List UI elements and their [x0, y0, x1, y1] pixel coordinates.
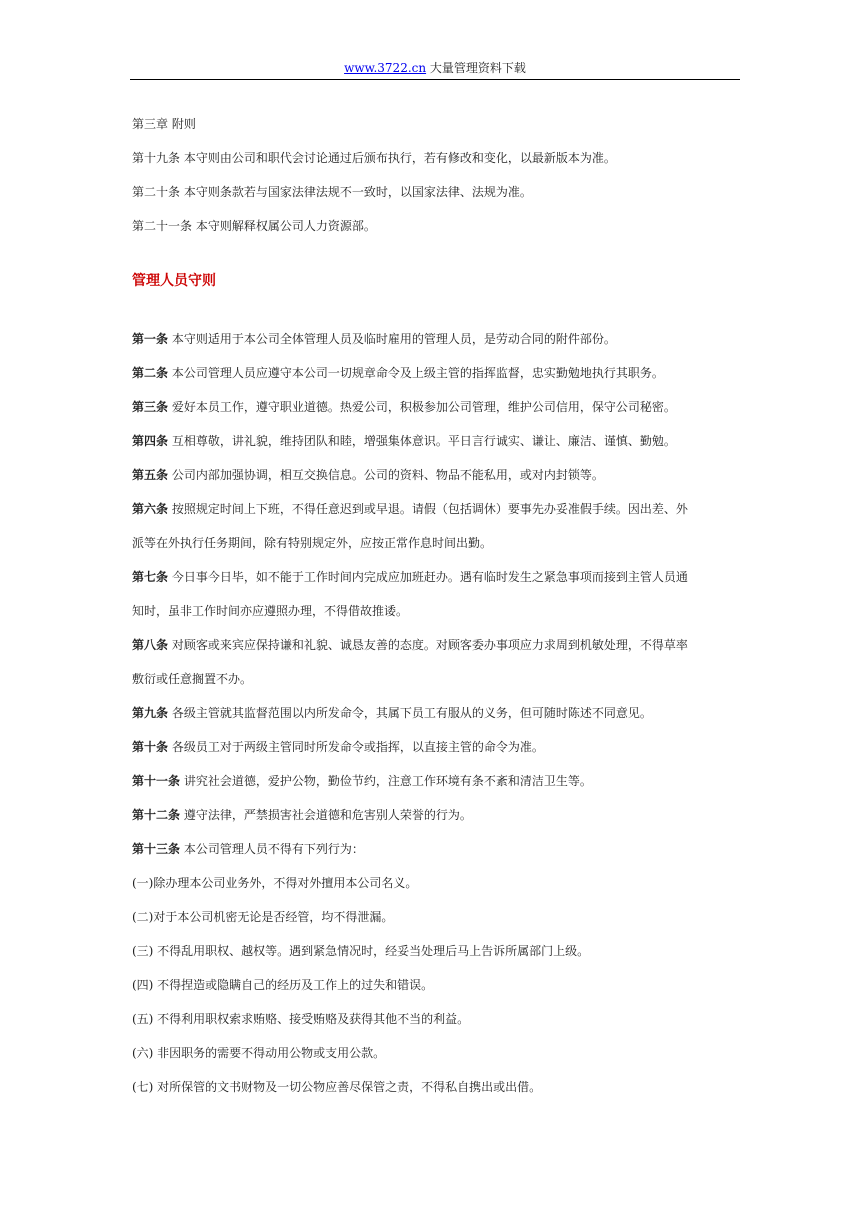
- chapter-line: 第二十条 本守则条款若与国家法律法规不一致时，以国家法律、法规为准。: [132, 185, 532, 199]
- article-number: 第十三条: [132, 842, 181, 856]
- article-line: [132, 637, 744, 653]
- header-divider: [130, 79, 740, 80]
- article-text: 爱好本员工作，遵守职业道德。热爱公司，积极参加公司管理，维护公司信用，保守公司秘密。: [168, 400, 676, 414]
- article-text: 各级员工对于两级主管同时所发命令或指挥，以直接主管的命令为准。: [168, 740, 544, 754]
- article-text: 本守则适用于本公司全体管理人员及临时雇用的管理人员，是劳动合同的附件部份。: [168, 332, 616, 346]
- article-text: 今日事今日毕，如不能于工作时间内完成应加班赶办。遇有临时发生之紧急事项而接到主管人员通: [168, 570, 688, 584]
- page-header: [130, 60, 740, 76]
- article-text: 对顾客或来宾应保持谦和礼貌、诚恳友善的态度。对顾客委办事项应力求周到机敏处理，不得草率: [168, 638, 688, 652]
- article-line: [132, 331, 744, 347]
- article-number: 第十一条: [132, 774, 181, 788]
- chapter-line: 第十九条 本守则由公司和职代会讨论通过后颁布执行，若有修改和变化，以最新版本为准。: [132, 151, 616, 165]
- list-item: (二)对于本公司机密无论是否经管，均不得泄漏。: [132, 910, 394, 924]
- article-text: 公司内部加强协调，相互交换信息。公司的资料、物品不能私用，或对内封锁等。: [168, 468, 604, 482]
- article-number: 第十条: [132, 740, 169, 754]
- article-line: [132, 399, 744, 415]
- article-text: 本公司管理人员应遵守本公司一切规章命令及上级主管的指挥监督，忠实勤勉地执行其职务。: [168, 366, 664, 380]
- article-continuation: 敷衍或任意搁置不办。: [132, 672, 253, 686]
- article-line: [132, 841, 744, 857]
- article-number: 第九条: [132, 706, 169, 720]
- article-number: 第七条: [132, 570, 169, 584]
- article-line: [132, 705, 744, 721]
- list-item: (一)除办理本公司业务外，不得对外擅用本公司名义。: [132, 876, 418, 890]
- article-line: [132, 467, 744, 483]
- article-number: 第三条: [132, 400, 169, 414]
- header-link[interactable]: www.3722.cn: [344, 61, 427, 75]
- article-number: 第四条: [132, 434, 169, 448]
- article-continuation: 派等在外执行任务期间，除有特别规定外，应按正常作息时间出勤。: [132, 536, 493, 550]
- article-line: [132, 433, 744, 449]
- article-line: [132, 569, 744, 585]
- article-line: [132, 773, 744, 789]
- list-item: (四) 不得捏造或隐瞒自己的经历及工作上的过失和错误。: [132, 978, 434, 992]
- list-item: (六) 非因职务的需要不得动用公物或支用公款。: [132, 1046, 386, 1060]
- article-number: 第十二条: [132, 808, 181, 822]
- article-number: 第六条: [132, 502, 169, 516]
- article-text: 按照规定时间上下班，不得任意迟到或早退。请假（包括调休）要事先办妥准假手续。因出差、外: [168, 502, 688, 516]
- article-text: 遵守法律，严禁损害社会道德和危害别人荣誉的行为。: [180, 808, 472, 822]
- article-number: 第二条: [132, 366, 169, 380]
- article-text: 互相尊敬，讲礼貌，维持团队和睦，增强集体意识。平日言行诚实、谦让、廉洁、谨慎、勤勉。: [168, 434, 676, 448]
- article-line: [132, 501, 744, 517]
- article-line: [132, 739, 744, 755]
- section-title: 管理人员守则: [132, 273, 216, 289]
- list-item: (七) 对所保管的文书财物及一切公物应善尽保管之责，不得私自携出或出借。: [132, 1080, 542, 1094]
- article-text: 讲究社会道德，爱护公物，勤俭节约，注意工作环境有条不紊和清洁卫生等。: [180, 774, 592, 788]
- article-number: 第五条: [132, 468, 169, 482]
- article-text: 各级主管就其监督范围以内所发命令，其属下员工有服从的义务，但可随时陈述不同意见。: [168, 706, 652, 720]
- chapter-heading: 第三章 附则: [132, 117, 196, 131]
- article-line: [132, 365, 744, 381]
- article-text: 本公司管理人员不得有下列行为：: [180, 842, 364, 856]
- article-continuation: 知时，虽非工作时间亦应遵照办理，不得借故推诿。: [132, 604, 409, 618]
- header-text: 大量管理资料下载: [426, 61, 526, 75]
- list-item: (五) 不得利用职权索求贿赂、接受贿赂及获得其他不当的利益。: [132, 1012, 470, 1026]
- article-number: 第八条: [132, 638, 169, 652]
- article-line: [132, 807, 744, 823]
- document-body: [132, 116, 744, 1095]
- list-item: (三) 不得乱用职权、越权等。遇到紧急情况时，经妥当处理后马上告诉所属部门上级。: [132, 944, 590, 958]
- article-number: 第一条: [132, 332, 169, 346]
- chapter-line: 第二十一条 本守则解释权属公司人力资源部。: [132, 219, 376, 233]
